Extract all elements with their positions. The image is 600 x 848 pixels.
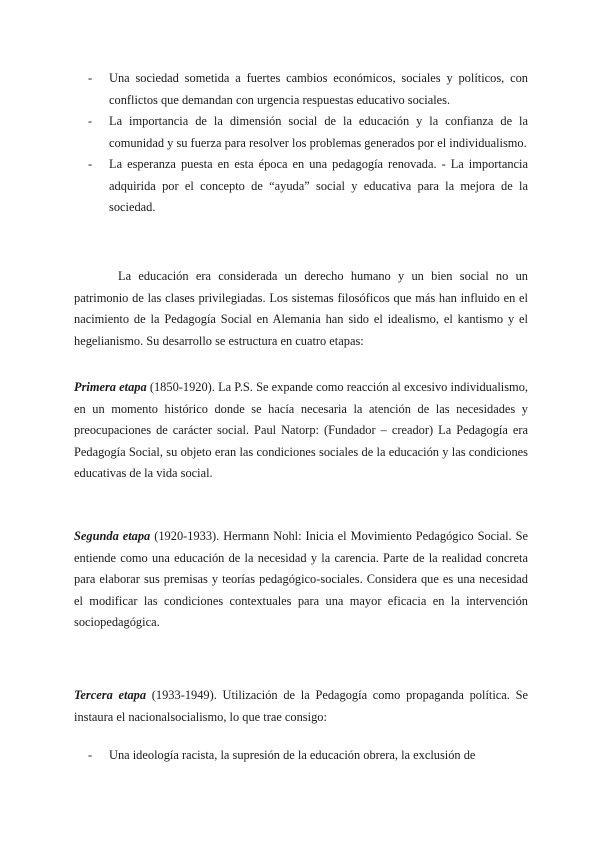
stage-body: (1920-1933). Hermann Nohl: Inicia el Movimiento Pedagógico Social. Se entiende como una educación de la necesidad y la carencia. Parte de la realidad concreta para elaborar sus premisas y teorías pedagógico-sociales. Considera que es una necesidad el modificar las condiciones contextuales para una mayor eficacia en la intervención sociopedagógica. [74,529,528,629]
stage-body: (1850-1920). La P.S. Se expande como reacción al excesivo individualismo, en un momento histórico donde se hacía necesaria la atención de las necesidades y preocupaciones de carácter social. Paul Natorp: (Fundador – creador) La Pedagogía era Pedagogía Social, su objeto eran las condiciones sociales de la educación y las condiciones educativas de la vida social. [74,380,528,480]
bullet-list-bottom [88,745,528,767]
list-item [88,745,528,767]
intro-paragraph: La educación era considerada un derecho humano y un bien social no un patrimonio de las clases privilegiadas. Los sistemas filosóficos que más han influido en el nacimiento de la Pedagogía Social en Alemania han sido el idealismo, el kantismo y el hegelianismo. Su desarrollo se estructura en cuatro etapas: [74,269,528,348]
stage-body: (1933-1949). Utilización de la Pedagogía como propaganda política. Se instaura el nacionalsocialismo, lo que trae consigo: [74,688,528,724]
stage-heading: Tercera etapa [74,688,147,702]
bullet-text: Una sociedad sometida a fuertes cambios económicos, sociales y políticos, con conflictos que demandan con urgencia respuestas educativo sociales. [109,71,528,107]
bullet-list-top [88,68,528,219]
bullet-text: La esperanza puesta en esta época en una pedagogía renovada. - La importancia adquirida por el concepto de “ayuda” social y educativa para la mejora de la sociedad. [109,157,528,214]
bullet-text: La importancia de la dimensión social de la educación y la confianza de la comunidad y su fuerza para resolver los problemas generados por el individualismo. [109,114,528,150]
list-item [88,111,528,154]
stage-heading: Segunda etapa [74,529,151,543]
stage-3-paragraph [74,685,528,728]
stage-2-paragraph [74,526,528,634]
list-item [88,154,528,219]
list-item [88,68,528,111]
bullet-dash: - [88,157,93,171]
bullet-dash: - [88,71,93,85]
bullet-dash: - [88,748,93,762]
stage-1-paragraph [74,377,528,485]
stage-heading: Primera etapa [74,380,147,394]
bullet-text: Una ideología racista, la supresión de la educación obrera, la exclusión de [109,748,476,762]
bullet-dash: - [88,114,93,128]
